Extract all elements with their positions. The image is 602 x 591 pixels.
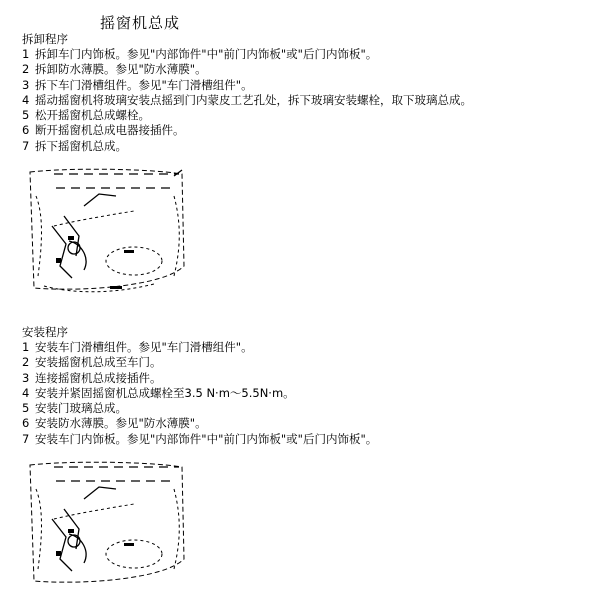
step-number: 6: [22, 416, 30, 431]
step-text: 摇动摇窗机将玻璃安装点摇到门内蒙皮工艺孔处，拆下玻璃安装螺栓，取下玻璃总成。: [35, 92, 472, 107]
installation-steps: [22, 340, 597, 447]
removal-step-5: [22, 108, 597, 123]
removal-step-6: [22, 123, 597, 138]
window-regulator-diagram: [24, 166, 186, 296]
removal-step-1: [22, 47, 597, 62]
installation-step-3: [22, 371, 597, 386]
installation-step-5: [22, 401, 597, 416]
installation-heading: 安装程序: [22, 325, 68, 339]
page-title: 摇窗机总成: [100, 14, 181, 32]
step-number: 7: [22, 431, 30, 446]
step-text: 连接摇窗机总成接插件。: [35, 370, 162, 385]
installation-step-2: [22, 355, 597, 370]
step-text: 安装摇窗机总成至车门。: [35, 355, 162, 370]
step-number: 5: [22, 401, 30, 416]
step-text: 安装并紧固摇窗机总成螺栓至3.5 N·m～5.5N·m。: [35, 385, 295, 400]
removal-step-3: [22, 78, 597, 93]
step-number: 2: [22, 355, 30, 370]
step-number: 1: [22, 340, 30, 354]
removal-step-7: [22, 139, 597, 154]
installation-step-4: [22, 386, 597, 401]
removal-figure: [24, 166, 186, 296]
removal-steps: [22, 47, 597, 154]
step-text: 松开摇窗机总成螺栓。: [35, 108, 150, 123]
step-number: 6: [22, 123, 30, 138]
step-number: 4: [22, 92, 30, 107]
step-text: 拆卸防水薄膜。参见"防水薄膜"。: [35, 62, 207, 77]
installation-step-7: [22, 432, 597, 447]
installation-step-6: [22, 416, 597, 431]
removal-heading: 拆卸程序: [22, 32, 68, 46]
step-text: 拆下摇窗机总成。: [35, 138, 127, 153]
step-text: 安装车门滑槽组件。参见"车门滑槽组件"。: [35, 340, 253, 354]
step-number: 5: [22, 108, 30, 123]
step-text: 安装车门内饰板。参见"内部饰件"中"前门内饰板"或"后门内饰板"。: [35, 431, 378, 446]
step-number: 3: [22, 370, 30, 385]
installation-figure: [24, 459, 186, 589]
step-text: 拆卸车门内饰板。参见"内部饰件"中"前门内饰板"或"后门内饰板"。: [35, 47, 378, 61]
step-number: 7: [22, 138, 30, 153]
removal-step-4: [22, 93, 597, 108]
step-number: 3: [22, 77, 30, 92]
step-number: 2: [22, 62, 30, 77]
step-number: 4: [22, 385, 30, 400]
installation-step-1: [22, 340, 597, 355]
step-text: 安装防水薄膜。参见"防水薄膜"。: [35, 416, 207, 431]
step-text: 断开摇窗机总成电器接插件。: [35, 123, 185, 138]
step-text: 拆下车门滑槽组件。参见"车门滑槽组件"。: [35, 77, 253, 92]
removal-step-2: [22, 62, 597, 77]
window-regulator-diagram: [24, 459, 186, 589]
step-number: 1: [22, 47, 30, 61]
step-text: 安装门玻璃总成。: [35, 401, 127, 416]
